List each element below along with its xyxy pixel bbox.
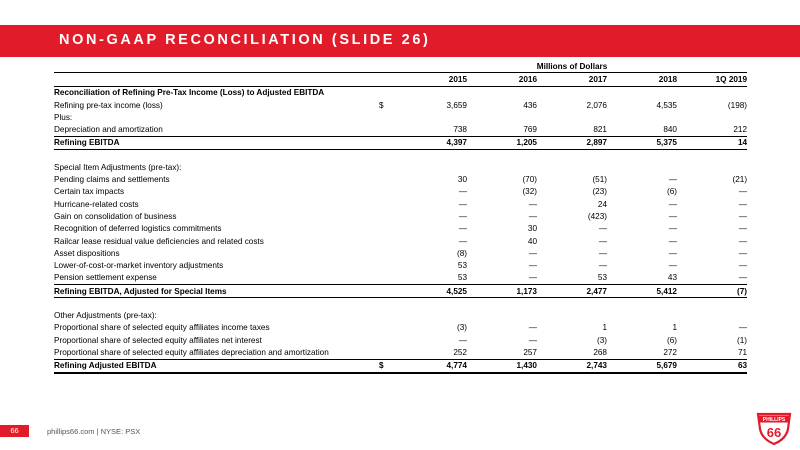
empty-cell xyxy=(379,60,397,73)
value-cell: 4,774 xyxy=(397,359,467,373)
value-cell: — xyxy=(668,224,677,234)
table-row xyxy=(54,186,747,198)
spacer-cell xyxy=(54,150,747,162)
row-label: Proportional share of selected equity affiliates depreciation and amortization xyxy=(54,347,329,357)
refining-adjusted-ebitda-row xyxy=(54,359,747,373)
value-cell: (51) xyxy=(592,175,607,185)
row-label: Refining Adjusted EBITDA xyxy=(54,359,379,373)
dollar-sign xyxy=(379,136,397,149)
row-label: Refining pre-tax income (loss) xyxy=(54,100,163,110)
value-cell: — xyxy=(458,335,467,345)
value-cell: — xyxy=(668,248,677,258)
empty-cell xyxy=(54,73,379,86)
table-row xyxy=(54,99,747,111)
value-cell: — xyxy=(528,248,537,258)
table-row xyxy=(54,210,747,222)
section-title: Special Item Adjustments (pre-tax): xyxy=(54,162,182,172)
value-cell: — xyxy=(528,273,537,283)
svg-text:66: 66 xyxy=(766,425,782,440)
table-row xyxy=(54,173,747,185)
value-cell: 2,076 xyxy=(586,100,607,110)
value-cell: (23) xyxy=(592,187,607,197)
value-cell xyxy=(397,111,467,123)
value-cell: 5,679 xyxy=(607,359,677,373)
row-label: Asset dispositions xyxy=(54,248,120,258)
value-cell: 3,659 xyxy=(446,100,467,110)
svg-text:PHILLIPS: PHILLIPS xyxy=(762,417,786,423)
table-row xyxy=(54,346,747,359)
value-cell: (6) xyxy=(666,335,677,345)
page-number: 66 xyxy=(0,425,29,437)
value-cell: 2,897 xyxy=(537,136,607,149)
value-cell: — xyxy=(528,323,537,333)
year-header-row xyxy=(54,73,747,86)
refining-ebitda-row xyxy=(54,136,747,149)
value-cell: — xyxy=(458,224,467,234)
value-cell: — xyxy=(668,236,677,246)
value-cell: — xyxy=(528,335,537,345)
value-cell: 840 xyxy=(663,125,677,135)
row-label: Refining EBITDA, Adjusted for Special Items xyxy=(54,285,379,298)
dollar-sign: $ xyxy=(379,100,384,110)
value-cell: 1 xyxy=(602,323,607,333)
title-bar xyxy=(0,25,800,57)
value-cell: 212 xyxy=(733,125,748,135)
table-row xyxy=(54,259,747,271)
value-cell: — xyxy=(528,211,537,221)
value-cell: — xyxy=(738,187,748,197)
dollar-sign xyxy=(379,346,397,359)
value-cell: (8) xyxy=(456,248,467,258)
table-row xyxy=(54,198,747,210)
dollar-sign xyxy=(379,123,397,136)
spacer-cell xyxy=(54,298,747,310)
table-row xyxy=(54,322,747,334)
value-cell: 30 xyxy=(527,224,537,234)
value-cell: — xyxy=(668,211,677,221)
empty-cell xyxy=(379,73,397,86)
value-cell: (70) xyxy=(522,175,537,185)
footer-text: phillips66.com | NYSE: PSX xyxy=(47,427,141,436)
value-cell: 272 xyxy=(663,347,677,357)
dollar-sign xyxy=(379,334,397,346)
value-cell: 4,397 xyxy=(397,136,467,149)
adjusted-special-items-row xyxy=(54,285,747,298)
dollar-sign xyxy=(379,210,397,222)
value-cell: 257 xyxy=(523,347,537,357)
value-cell: 30 xyxy=(457,175,467,185)
value-cell: 24 xyxy=(597,199,607,209)
dollar-sign xyxy=(379,285,397,298)
row-label: Refining EBITDA xyxy=(54,136,379,149)
value-cell: (6) xyxy=(666,187,677,197)
spacer-row xyxy=(54,150,747,162)
value-cell xyxy=(537,111,607,123)
value-cell: — xyxy=(738,261,748,271)
slide-title: NON-GAAP RECONCILIATION (SLIDE 26) xyxy=(59,32,431,48)
row-label: Certain tax impacts xyxy=(54,187,125,197)
row-label: Railcar lease residual value deficiencies and related costs xyxy=(54,236,264,246)
dollar-sign: $ xyxy=(379,359,397,373)
value-cell: — xyxy=(528,261,537,271)
table-row xyxy=(54,123,747,136)
value-cell xyxy=(467,111,537,123)
value-cell: (3) xyxy=(456,323,467,333)
value-cell: — xyxy=(668,261,677,271)
year-header: 2016 xyxy=(467,73,537,86)
year-header: 2017 xyxy=(537,73,607,86)
value-cell: (198) xyxy=(727,100,748,110)
row-label: Plus: xyxy=(54,112,73,122)
value-cell: 40 xyxy=(527,236,537,246)
dollar-sign xyxy=(379,235,397,247)
value-cell: 1,173 xyxy=(467,285,537,298)
value-cell: — xyxy=(738,199,748,209)
value-cell: 1,205 xyxy=(467,136,537,149)
value-cell: 4,535 xyxy=(656,100,677,110)
dollar-sign xyxy=(379,186,397,198)
section-title: Reconciliation of Refining Pre-Tax Income (Loss) to Adjusted EBITDA xyxy=(54,88,325,98)
value-cell: (423) xyxy=(587,211,607,221)
value-cell: — xyxy=(598,261,607,271)
value-cell: 268 xyxy=(593,347,607,357)
value-cell: 14 xyxy=(677,136,747,149)
section-title-row xyxy=(54,161,747,173)
row-label: Lower-of-cost-or-market inventory adjustments xyxy=(54,261,224,271)
value-cell: 738 xyxy=(453,125,467,135)
row-label: Pending claims and settlements xyxy=(54,175,170,185)
value-cell: (3) xyxy=(596,335,607,345)
table-row xyxy=(54,334,747,346)
group-header-row xyxy=(54,60,747,73)
value-cell: — xyxy=(458,187,467,197)
value-cell: 436 xyxy=(523,100,537,110)
value-cell: (1) xyxy=(737,335,748,345)
value-cell: 4,525 xyxy=(397,285,467,298)
value-cell: 53 xyxy=(457,273,467,283)
value-cell: (7) xyxy=(677,285,747,298)
value-cell: — xyxy=(458,236,467,246)
value-cell: — xyxy=(668,175,677,185)
dollar-sign xyxy=(379,111,397,123)
value-cell: 53 xyxy=(597,273,607,283)
table-row xyxy=(54,247,747,259)
value-cell: 63 xyxy=(677,359,747,373)
section-title-row xyxy=(54,309,747,321)
value-cell xyxy=(607,111,677,123)
table-row xyxy=(54,235,747,247)
table-row xyxy=(54,272,747,285)
group-header: Millions of Dollars xyxy=(397,60,747,73)
year-header: 2018 xyxy=(607,73,677,86)
value-cell: 5,375 xyxy=(607,136,677,149)
value-cell: 252 xyxy=(453,347,467,357)
value-cell: 1 xyxy=(672,323,677,333)
value-cell: — xyxy=(458,211,467,221)
phillips-66-logo-icon xyxy=(755,411,793,445)
value-cell: — xyxy=(598,236,607,246)
value-cell: — xyxy=(528,199,537,209)
value-cell: 43 xyxy=(667,273,677,283)
value-cell: 5,412 xyxy=(607,285,677,298)
row-label: Depreciation and amortization xyxy=(54,125,163,135)
value-cell: — xyxy=(668,199,677,209)
row-label: Proportional share of selected equity affiliates net interest xyxy=(54,335,262,345)
row-label: Hurricane-related costs xyxy=(54,199,139,209)
empty-cell xyxy=(54,60,379,73)
row-label: Gain on consolidation of business xyxy=(54,211,177,221)
dollar-sign xyxy=(379,259,397,271)
year-header: 2015 xyxy=(397,73,467,86)
table-row xyxy=(54,223,747,235)
section-title: Other Adjustments (pre-tax): xyxy=(54,310,157,320)
dollar-sign xyxy=(379,198,397,210)
value-cell: 1,430 xyxy=(467,359,537,373)
section-title-row xyxy=(54,86,747,99)
value-cell: 2,477 xyxy=(537,285,607,298)
year-header: 1Q 2019 xyxy=(677,73,747,86)
value-cell: 769 xyxy=(523,125,537,135)
row-label: Proportional share of selected equity affiliates income taxes xyxy=(54,323,270,333)
value-cell: — xyxy=(738,236,748,246)
value-cell: (21) xyxy=(732,175,748,185)
value-cell: — xyxy=(738,273,748,283)
value-cell: 2,743 xyxy=(537,359,607,373)
row-label: Pension settlement expense xyxy=(54,273,157,283)
dollar-sign xyxy=(379,173,397,185)
dollar-sign xyxy=(379,223,397,235)
value-cell: — xyxy=(738,224,748,234)
dollar-sign xyxy=(379,322,397,334)
dollar-sign xyxy=(379,247,397,259)
dollar-sign xyxy=(379,272,397,285)
row-label: Recognition of deferred logistics commitments xyxy=(54,224,222,234)
reconciliation-table xyxy=(54,60,747,374)
table-row xyxy=(54,111,747,123)
value-cell: (32) xyxy=(522,187,537,197)
value-cell: — xyxy=(458,199,467,209)
value-cell xyxy=(677,111,747,123)
value-cell: 821 xyxy=(593,125,607,135)
value-cell: 71 xyxy=(737,347,748,357)
value-cell: — xyxy=(738,211,748,221)
value-cell: 53 xyxy=(457,261,467,271)
value-cell: — xyxy=(598,248,607,258)
value-cell: — xyxy=(738,248,748,258)
value-cell: — xyxy=(738,323,748,333)
value-cell: — xyxy=(598,224,607,234)
spacer-row xyxy=(54,298,747,310)
